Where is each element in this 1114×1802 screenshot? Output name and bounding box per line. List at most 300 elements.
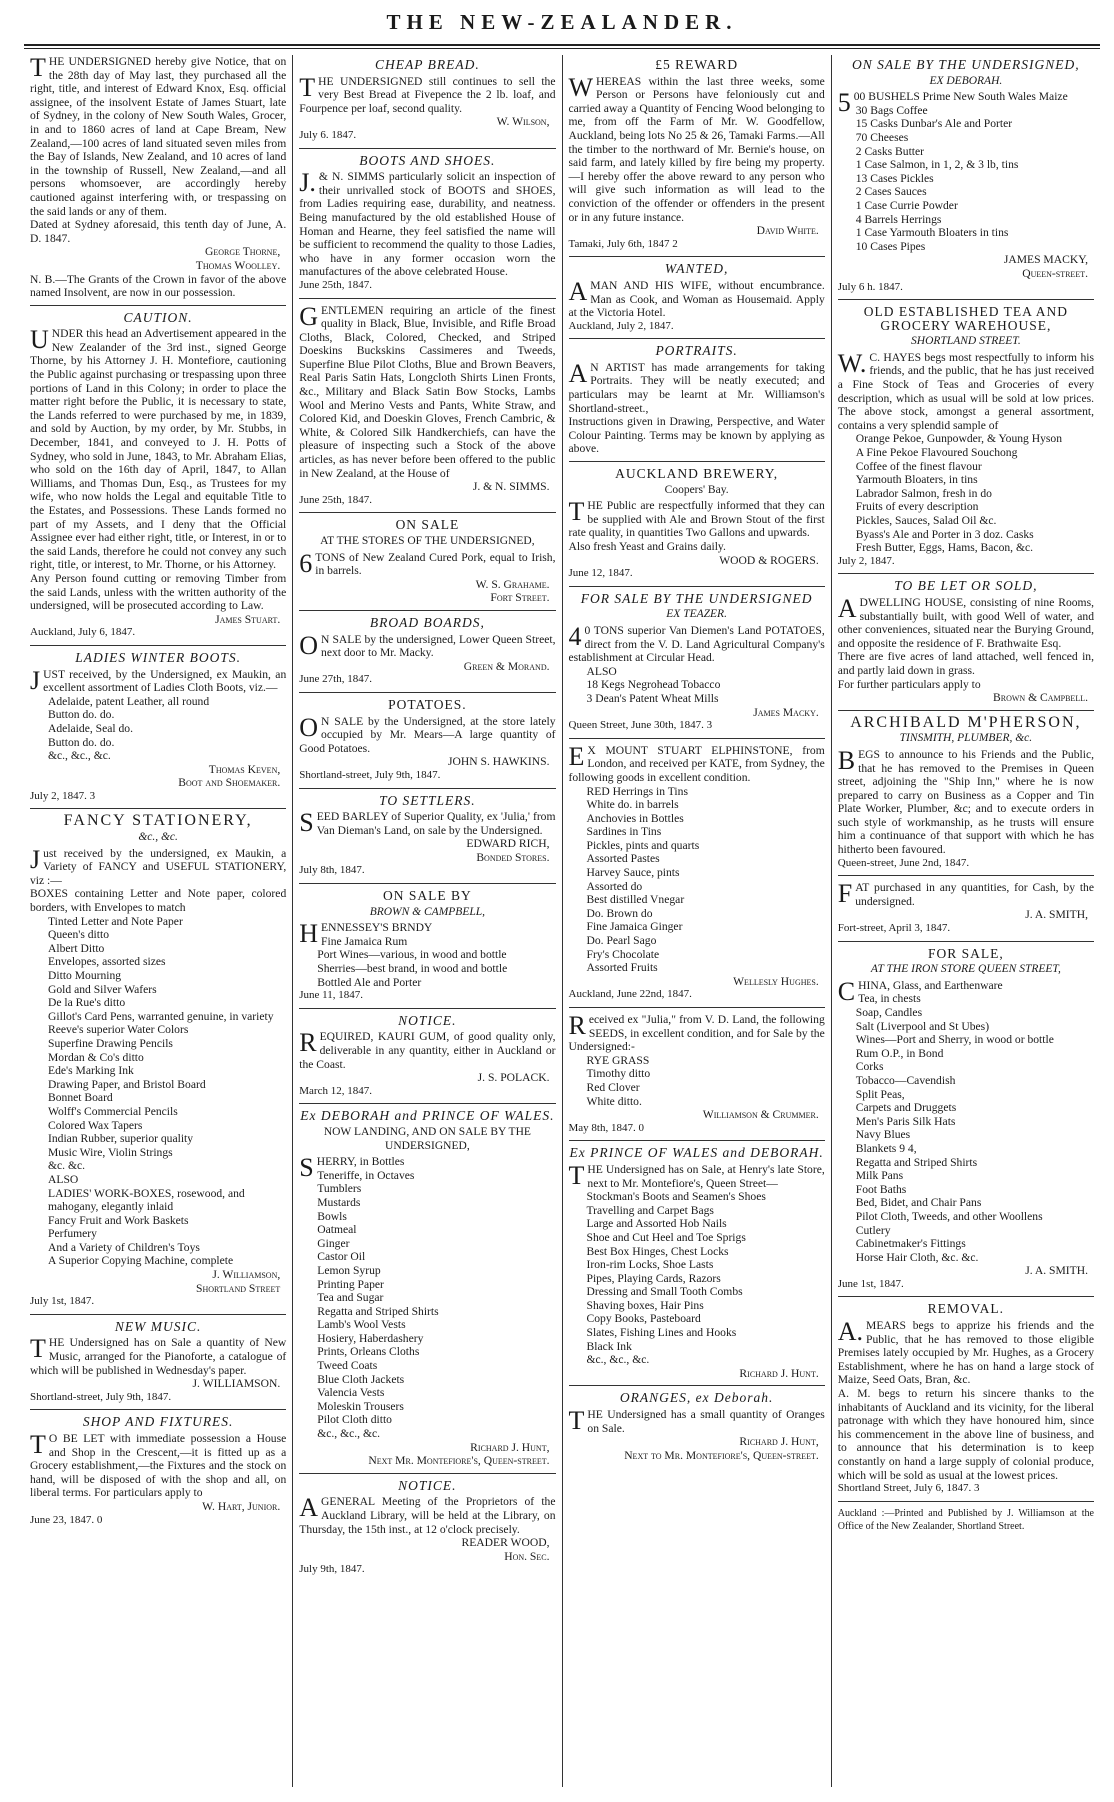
- ad-list-item: Indian Rubber, superior quality: [48, 1132, 194, 1146]
- advertisement: [838, 579, 1094, 710]
- ad-date: July 2, 1847.: [837, 554, 895, 567]
- ad-signature: EDWARD RICH,: [466, 837, 550, 851]
- ad-list-item: Mustards: [317, 1195, 361, 1209]
- ad-date: Shortland-street, July 9th, 1847.: [30, 1390, 172, 1403]
- ad-date: May 8th, 1847. 0: [568, 1121, 644, 1134]
- ad-paragraph: A.MEARS begs to apprize his friends and the Public, that he has removed to those eligible Premises lately occupied by Mr. Hughes, as a Grocery Establishment, where he has on hand a large stock of Maize, Seed Oats, Bran, &c.: [837, 1317, 1094, 1387]
- ad-date: Auckland, July 6, 1847.: [30, 626, 136, 639]
- ad-date: Shortland Street, July 6, 1847. 3: [837, 1482, 980, 1495]
- ad-paragraph: 6TONS of New Zealand Cured Pork, equal to Irish, in barrels.: [299, 548, 556, 578]
- ad-date: July 6. 1847.: [299, 128, 357, 141]
- ad-date: June 12, 1847.: [568, 567, 633, 580]
- advertisement: [30, 55, 286, 306]
- ad-heading: OLD ESTABLISHED TEA AND GROCERY WAREHOUSE,: [863, 304, 1069, 333]
- ad-paragraph: ON SALE by the undersigned, Lower Queen Street, next door to Mr. Macky.: [299, 630, 556, 660]
- advertisement: [569, 344, 825, 462]
- ad-date: July 6 h. 1847.: [837, 280, 903, 293]
- ad-list-item: Iron-rim Locks, Shoe Lasts: [586, 1258, 714, 1272]
- ad-date: Shortland-street, July 9th, 1847.: [299, 768, 441, 781]
- ad-list-item: 1 Case Yarmouth Bloaters in tins: [855, 226, 1009, 240]
- ad-signature: James Stuart.: [215, 612, 281, 626]
- ad-list-item: Wines—Port and Sherry, in wood or bottle: [855, 1033, 1054, 1047]
- ad-list-item: Pilot Cloth ditto: [317, 1413, 392, 1427]
- ad-list-item: Valencia Vests: [317, 1386, 385, 1400]
- ad-paragraph: CHINA, Glass, and Earthenware: [837, 976, 1003, 1006]
- advertisement: [569, 58, 825, 257]
- ad-signature: George Thorne,: [204, 245, 281, 259]
- ad-heading: LADIES WINTER BOOTS.: [75, 649, 242, 665]
- ad-note: N. B.—The Grants of the Crown in favor of the above named Insolvent, are now in our possession.: [30, 272, 287, 300]
- ad-list-item: LADIES' WORK-BOXES, rosewood, and mahogany, elegantly inlaid: [48, 1186, 245, 1214]
- ad-date: March 12, 1847.: [299, 1084, 372, 1097]
- ad-heading: NOTICE.: [398, 1477, 457, 1493]
- ad-list-item: Fine Jamaica Rum: [321, 934, 408, 948]
- ad-list-item: Best distilled Vnegar: [586, 893, 685, 907]
- ad-list-item: Tumblers: [317, 1182, 362, 1196]
- columns: [24, 55, 1100, 1787]
- advertisement: [30, 651, 286, 810]
- ad-list-item: Shoe and Cut Heel and Toe Sprigs: [586, 1230, 746, 1244]
- ad-heading: TO SETTLERS.: [379, 792, 476, 808]
- ad-paragraph: AN ARTIST has made arrangements for taking Portraits. They will be neatly executed; and particulars may be learnt at Mr. Williamson's Shortland-street.,: [568, 358, 825, 415]
- ad-list-item: Tweed Coats: [317, 1359, 378, 1373]
- ad-list-item: Music Wire, Violin Strings: [48, 1145, 173, 1159]
- ad-signature: Richard J. Hunt,: [739, 1435, 819, 1449]
- ad-list-item: A Superior Copying Machine, complete: [48, 1254, 234, 1268]
- ad-paragraph: 40 TONS superior Van Diemen's Land POTATOES, direct from the V. D. Land Agricultural Company's establishment at Circular Head.: [568, 621, 825, 665]
- ad-list-item: Port Wines—various, in wood and bottle: [317, 948, 507, 962]
- ad-list-item: Assorted do: [586, 879, 643, 893]
- ad-list-item: Blue Cloth Jackets: [317, 1372, 405, 1386]
- column-2: [292, 55, 561, 1787]
- ad-heading: £5 REWARD: [655, 57, 739, 72]
- ad-list-item: Corks: [855, 1060, 884, 1074]
- ad-list-item: Albert Ditto: [48, 941, 105, 955]
- ad-signature: W. S. Grahame.: [475, 577, 550, 591]
- ad-list-item: RED Herrings in Tins: [586, 784, 688, 798]
- ad-paragraph: SHERRY, in Bottles: [299, 1153, 405, 1183]
- ad-paragraph: THE UNDERSIGNED hereby give Notice, that on the 28th day of May last, they purchased all the right, title, and interest of Edward Knox, Esq. official assignee, of the insolvent Estate of James Stuart, late of Sydney, in the colony of New South Wales, Grocer, in and to 1860 acres of land at Cape Bream, New Zealand,—100 acres of land situated seven miles from the Bay of Islands, New Zealand, and 10 acres of land in the township of Russell, New Zealand,—and all persons whomsoever, are accordingly hereby cautioned against interfering with, or trespassing on the said lands or any of them.: [30, 55, 287, 218]
- ad-list-item: Copy Books, Pasteboard: [586, 1312, 701, 1326]
- ad-list-item: Dressing and Small Tooth Combs: [586, 1285, 743, 1299]
- advertisement: [569, 1146, 825, 1386]
- ad-heading: REMOVAL.: [927, 1301, 1005, 1317]
- ad-paragraph: SEED BARLEY of Superior Quality, ex 'Julia,' from Van Dieman's Land, on sale by the Undersigned.: [299, 808, 556, 838]
- ad-paragraph: For further particulars apply to: [837, 677, 981, 691]
- ad-signature: James Macky.: [753, 705, 819, 719]
- advertisement: [30, 311, 286, 646]
- ad-list-item: Assorted Pastes: [586, 852, 660, 866]
- ad-paragraph: REQUIRED, KAURI GUM, of good quality only, deliverable in any quantity, either in Auckland or the Coast.: [299, 1028, 556, 1071]
- ad-subheading: BROWN & CAMPBELL,: [369, 905, 486, 918]
- ad-list-item: Fruits of every description: [855, 500, 979, 514]
- ad-paragraph: BOXES containing Letter and Note paper, colored borders, with Envelopes to match: [30, 887, 287, 915]
- ad-list-item: Regatta and Striped Shirts: [855, 1155, 978, 1169]
- ad-list-item: 18 Kegs Negrohead Tobacco: [586, 678, 721, 692]
- ad-date: July 2, 1847. 3: [30, 789, 96, 802]
- ad-heading: FOR SALE,: [927, 945, 1004, 961]
- ad-list-item: Reeve's superior Water Colors: [48, 1023, 189, 1037]
- ad-list-item: Fresh Butter, Eggs, Hams, Bacon, &c.: [855, 541, 1034, 555]
- ad-list-item: 2 Cases Sauces: [855, 185, 927, 199]
- ad-list-item: ALSO: [586, 664, 617, 678]
- ad-paragraph: J.& N. SIMMS particularly solicit an inspection of their unrivalled stock of BOOTS and SHOES, from Ladies requiring ease, durability, and neatness. Being manufactured by the old established House of Homan and Hearne, they feel satisfied the name will be sufficient to recommend the quality to those Ladies, who have in any former occasion worn the manufactures of the above celebrated House.: [299, 168, 556, 279]
- ad-list-item: Bonnet Board: [48, 1091, 113, 1105]
- ad-list-item: Pilot Cloth, Tweeds, and other Woollens: [855, 1209, 1043, 1223]
- ad-signature: J. S. POLACK.: [477, 1071, 550, 1085]
- ad-subheading: &c., &c.: [138, 831, 178, 844]
- advertisement: [838, 305, 1094, 574]
- ad-date: Fort-street, April 3, 1847.: [837, 922, 951, 935]
- ad-list-item: De la Rue's ditto: [48, 996, 126, 1010]
- ad-list-item: Envelopes, assorted sizes: [48, 955, 166, 969]
- ad-subheading: NOW LANDING, AND ON SALE BY THE UNDERSIGNED,: [323, 1125, 531, 1152]
- advertisement: [838, 1302, 1094, 1501]
- ad-list-item: A Fine Pekoe Flavoured Souchong: [855, 446, 1018, 460]
- masthead-rule: [24, 44, 1100, 49]
- ad-signature: Richard J. Hunt,: [470, 1440, 550, 1454]
- ad-list-item: Slates, Fishing Lines and Hooks: [586, 1326, 737, 1340]
- ad-list-item: Stockman's Boots and Seamen's Shoes: [586, 1190, 766, 1204]
- ad-list-item: 30 Bags Coffee: [855, 103, 928, 117]
- advertisement: [299, 58, 555, 149]
- ad-date: June 11, 1847.: [299, 989, 364, 1002]
- ad-list-item: Fine Jamaica Ginger: [586, 920, 683, 934]
- ad-signature: Next Mr. Montefiore's, Queen-street.: [368, 1454, 550, 1468]
- ad-signature: W. Hart, Junior.: [202, 1499, 281, 1513]
- ad-date: June 27th, 1847.: [299, 673, 372, 686]
- ad-list-item: Queen's ditto: [48, 928, 110, 942]
- ad-paragraph: Auckland :—Printed and Published by J. Williamson at the Office of the New Zealander, Shortland Street.: [837, 1507, 1094, 1533]
- ad-heading: ON SALE BY: [382, 888, 472, 904]
- ad-signature: Bonded Stores.: [476, 850, 550, 864]
- ad-heading: NEW MUSIC.: [114, 1318, 202, 1334]
- ad-paragraph: AMAN AND HIS WIFE, without encumbrance. Man as Cook, and Woman as Housemaid. Apply at the Victoria Hotel.: [568, 276, 825, 320]
- advertisement: [837, 713, 1094, 877]
- ad-list-item: Colored Wax Tapers: [48, 1118, 143, 1132]
- ad-list-item: Button do. do.: [48, 735, 115, 749]
- ad-paragraph: HENNESSEY'S BRNDY: [299, 919, 433, 949]
- ad-list-item: Mordan & Co's ditto: [48, 1050, 144, 1064]
- ad-list-item: 1 Case Salmon, in 1, 2, & 3 lb, tins: [855, 158, 1019, 172]
- advertisement: [299, 794, 555, 885]
- ad-list-item: Printing Paper: [317, 1277, 384, 1291]
- column-4: [831, 55, 1100, 1787]
- ad-list-item: Bed, Bidet, and Chair Pans: [855, 1196, 982, 1210]
- ad-list-item: Cabinetmaker's Fittings: [855, 1237, 966, 1251]
- ad-list-item: Adelaide, Seal do.: [48, 721, 133, 735]
- advertisement: [299, 301, 556, 514]
- advertisement: [30, 814, 286, 1314]
- ad-list-item: Gold and Silver Wafers: [48, 982, 157, 996]
- ad-list-item: Drawing Paper, and Bristol Board: [48, 1077, 206, 1091]
- ad-date: June 1st, 1847.: [837, 1277, 904, 1290]
- ad-list-item: Wolff's Commercial Pencils: [48, 1104, 178, 1118]
- ad-heading: CAUTION.: [123, 309, 193, 325]
- ad-date: June 25th, 1847.: [299, 278, 372, 291]
- ad-list-item: Moleskin Trousers: [317, 1399, 404, 1413]
- ad-list-item: 15 Casks Dunbar's Ale and Porter: [855, 117, 1013, 131]
- ad-paragraph: THE Undersigned has on Sale a quantity of New Music, arranged for the Pianoforte, a catalogue of which will be published in Wednesday's paper.: [30, 1334, 287, 1377]
- ad-list-item: Button do. do.: [48, 708, 115, 722]
- advertisement: [299, 518, 555, 611]
- ad-signature: Boot and Shoemaker.: [178, 776, 281, 790]
- ad-list-item: Tea and Sugar: [317, 1291, 384, 1305]
- ad-heading: TO BE LET OR SOLD,: [894, 578, 1038, 594]
- ad-date: Auckland, June 22nd, 1847.: [568, 988, 692, 1001]
- ad-signature: Fort Street.: [490, 591, 550, 605]
- ad-heading: FOR SALE BY THE UNDERSIGNED: [580, 590, 813, 606]
- ad-list-item: Large and Assorted Hob Nails: [586, 1217, 727, 1231]
- ad-list-item: Adelaide, patent Leather, all round: [48, 694, 210, 708]
- ad-list-item: &c., &c., &c.: [48, 749, 111, 763]
- ad-date: Queen-street, June 2nd, 1847.: [837, 856, 970, 869]
- ad-list-item: Foot Baths: [855, 1182, 907, 1196]
- ad-signature: JAMES MACKY,: [1003, 253, 1088, 267]
- ad-list-item: Teneriffe, in Octaves: [317, 1168, 415, 1182]
- advertisement: [299, 889, 555, 1009]
- ad-list-item: &c. &c.: [48, 1159, 86, 1173]
- ad-paragraph: TO BE LET with immediate possession a House and Shop in the Crescent,—it is fitted up as a Grocery establishment,—the Fixtures and the stock on hand, will be disposed of with the shop and all, on liberal terms. For particulars apply to: [30, 1430, 287, 1500]
- ad-list-item: ALSO: [48, 1172, 79, 1186]
- ad-list-item: &c., &c., &c.: [317, 1427, 381, 1441]
- ad-heading: ARCHIBALD M'PHERSON,: [850, 713, 1082, 731]
- ad-heading: SHOP AND FIXTURES.: [82, 1414, 234, 1430]
- ad-heading: NOTICE.: [398, 1012, 457, 1028]
- ad-list-item: Shaving boxes, Hair Pins: [586, 1298, 704, 1312]
- ad-list-item: Split Peas,: [855, 1087, 905, 1101]
- ad-subheading: AT THE STORES OF THE UNDERSIGNED,: [320, 535, 535, 547]
- ad-list-item: Assorted Fruits: [586, 961, 658, 975]
- ad-signature: Queen-street.: [1022, 266, 1088, 280]
- ad-subheading: AT THE IRON STORE QUEEN STREET,: [870, 963, 1061, 976]
- ad-list-item: 4 Barrels Herrings: [855, 212, 942, 226]
- advertisement: [569, 467, 825, 587]
- ad-list-item: Labrador Salmon, fresh in do: [855, 486, 992, 500]
- ad-list-item: Tea, in chests: [858, 992, 921, 1006]
- ad-list-item: Ditto Mourning: [48, 969, 122, 982]
- advertisement: [299, 698, 555, 789]
- ad-paragraph: Just received by the undersigned, ex Maukin, a Variety of FANCY and USEFUL STATIONERY, viz :—: [30, 844, 287, 887]
- ad-list-item: Sardines in Tins: [586, 825, 662, 839]
- ad-subheading: TINSMITH, PLUMBER, &c.: [899, 732, 1033, 745]
- ad-date: July 8th, 1847.: [299, 864, 365, 877]
- ad-list-item: Oatmeal: [317, 1223, 357, 1237]
- ad-signature: Thomas Woolley.: [195, 258, 281, 272]
- ad-heading: PORTRAITS.: [655, 343, 738, 359]
- ad-date: July 1st, 1847.: [30, 1295, 95, 1308]
- ad-signature: Wellesly Hughes.: [733, 974, 819, 988]
- ad-heading: FANCY STATIONERY,: [63, 812, 253, 830]
- advertisement: [30, 1320, 286, 1411]
- ad-signature: Richard J. Hunt.: [739, 1366, 819, 1380]
- ad-list-item: Gillot's Card Pens, warranted genuine, in variety: [48, 1009, 274, 1023]
- ad-paragraph: A. M. begs to return his sincere thanks to the inhabitants of Auckland and its vicinity, for the liberal patronage with which they have honoured him, since his commencement in the above line of business, and to announce that his determination is to keep constantly on hand a large supply of colonial produce, which will be sold as usual at the lowest prices.: [837, 1387, 1094, 1482]
- ad-paragraph: AGENERAL Meeting of the Proprietors of the Auckland Library, will be held at the Library, on Thursday, the 15th inst., at 12 o'clock precisely.: [299, 1493, 556, 1536]
- ad-signature: Williamson & Crummer.: [702, 1108, 819, 1122]
- ad-date: June 23, 1847. 0: [30, 1513, 103, 1526]
- ad-heading: ON SALE BY THE UNDERSIGNED,: [852, 57, 1080, 72]
- ad-date: July 9th, 1847.: [299, 1563, 365, 1576]
- ad-list-item: Perfumery: [48, 1227, 97, 1241]
- ad-list-item: Salt (Liverpool and St Ubes): [855, 1019, 990, 1033]
- advertisement: [30, 1415, 286, 1532]
- ad-list-item: 2 Casks Butter: [855, 144, 925, 158]
- ad-paragraph: W.C. HAYES begs most respectfully to inform his friends, and the public, that he has just received a Fine Stock of Teas and Groceries of every description, which as usual will be sold at low prices. The above stock, amongst a general assortment, contains a very splendid sample of: [837, 348, 1094, 432]
- ad-signature: Hon. Sec.: [504, 1549, 550, 1563]
- ad-list-item: Do. Brown do: [586, 906, 653, 920]
- ad-subheading: Coopers' Bay.: [664, 483, 729, 496]
- ad-signature: W. Wilson,: [496, 115, 550, 129]
- ad-list-item: Orange Pekoe, Gunpowder, & Young Hyson: [855, 432, 1063, 446]
- ad-signature: David White.: [756, 224, 819, 238]
- ad-signature: READER WOOD,: [461, 1536, 550, 1550]
- ad-list-item: Ede's Marking Ink: [48, 1064, 134, 1078]
- advertisement: [299, 154, 555, 299]
- ad-list-item: Hosiery, Haberdashery: [317, 1331, 424, 1345]
- ad-list-item: Travelling and Carpet Bags: [586, 1203, 714, 1217]
- ad-paragraph: There are five acres of land attached, well fenced in, and partly laid down in grass.: [837, 650, 1094, 677]
- ad-heading: ORANGES, ex Deborah.: [619, 1390, 774, 1406]
- ad-paragraph: THE Undersigned has on Sale, at Henry's late Store, next to Mr. Montefiore's, Queen Street—: [568, 1160, 825, 1190]
- ad-heading: Ex DEBORAH and PRINCE OF WALES.: [300, 1108, 555, 1124]
- ad-paragraph: EX MOUNT STUART ELPHINSTONE, from London, and received per KATE, from Sydney, the following goods in excellent condition.: [568, 741, 825, 784]
- ad-list-item: Bottled Ale and Porter: [317, 975, 422, 989]
- advertisement: [838, 1507, 1094, 1539]
- ad-list-item: Pickles, pints and quarts: [586, 838, 700, 852]
- ad-subheading: SHORTLAND STREET.: [911, 335, 1021, 348]
- ad-signature: J. WILLIAMSON.: [192, 1377, 281, 1391]
- advertisement: [569, 1013, 825, 1141]
- ad-list-item: Soap, Candles: [855, 1006, 923, 1019]
- ad-list-item: Men's Paris Silk Hats: [855, 1114, 956, 1128]
- ad-subheading: EX TEAZER.: [666, 608, 727, 621]
- ad-list-item: Cutlery: [855, 1223, 891, 1237]
- ad-list-item: Bowls: [317, 1209, 347, 1223]
- ad-list-item: 70 Cheeses: [855, 130, 909, 144]
- ad-list-item: &c., &c., &c.: [586, 1353, 650, 1367]
- ad-signature: J. & N. SIMMS.: [472, 480, 550, 494]
- ad-signature: Shortland Street: [196, 1281, 281, 1295]
- ad-heading: ON SALE: [395, 517, 460, 533]
- ad-list-item: Castor Oil: [317, 1250, 366, 1264]
- ad-heading: CHEAP BREAD.: [375, 57, 480, 72]
- advertisement: [838, 881, 1094, 941]
- ad-signature: WOOD & ROGERS.: [719, 553, 819, 567]
- advertisement: [299, 616, 555, 693]
- ad-paragraph: Received ex "Julia," from V. D. Land, the following SEEDS, in excellent condition, and for Sale by the Undersigned:-: [568, 1011, 825, 1054]
- ad-paragraph: Instructions given in Drawing, Perspective, and Water Colour Painting. Terms may be known by applying as above.: [568, 415, 825, 456]
- ad-list-item: Horse Hair Cloth, &c. &c.: [855, 1250, 979, 1264]
- ad-paragraph: Dated at Sydney aforesaid, this tenth day of June, A. D. 1847.: [30, 218, 287, 245]
- ad-paragraph: GENTLEMEN requiring an article of the finest quality in Black, Blue, Invisible, and Rifle Broad Cloths, Black, Colored, Checked, and Striped Doeskins Buckskins Cassimeres and Tweeds, Superfine Blue Pilot Cloths, Blue and Brown Beavers, Real Paris Satin Hats, Longcloth Shirts Linen Fronts, &c., Military and Black Satin Bow Stocks, Lambs Wool and Merino Vests and Pants, White Straw, and Colored Kid, and Doeskin Gloves, French Cambric, & White, & Colored Silk Handkerchiefs, can have the pleasure of inspecting such a Stock of the above articles, as has never before been offered to the public in New Zealand, at the House of: [299, 301, 556, 480]
- ad-paragraph: THE Undersigned has a small quantity of Oranges on Sale.: [568, 1406, 825, 1436]
- ad-signature: J. A. SMITH,: [1025, 908, 1088, 922]
- ad-list-item: RYE GRASS: [586, 1053, 650, 1067]
- ad-paragraph: Any Person found cutting or removing Timber from the said Lands, unless with the written authority of the undersigned, will be prosecuted according to Law.: [30, 571, 287, 613]
- ad-signature: J. A. SMITH.: [1025, 1264, 1088, 1278]
- ad-heading: BROAD BOARDS,: [369, 614, 485, 630]
- ad-list-item: Lamb's Wool Vests: [317, 1318, 406, 1332]
- ad-paragraph: ON SALE by the Undersigned, at the store lately occupied by Mr. Mears—A large quantity of Good Potatoes.: [299, 712, 556, 755]
- ad-list-item: Lemon Syrup: [317, 1263, 381, 1277]
- ad-signature: Green & Morand.: [463, 659, 550, 673]
- ad-paragraph: WHEREAS within the last three weeks, some Person or Persons have feloniously cut and carried away a Quantity of Fencing Wood belonging to me, from off the Farm of Mr. W. Goodfellow, Auckland, being lots No 25 & 26, Tamaki Farms.—All the timber to the northward of Mr. Bernie's house, on said farm, and lately killed by fire being my property.—I hereby offer the above reward to any person who will give such information as will lead to the conviction of the offender or offenders in the present or in any future instance.: [568, 72, 825, 224]
- ad-list-item: Fancy Fruit and Work Baskets: [48, 1213, 189, 1227]
- ad-list-item: 3 Dean's Patent Wheat Mills: [586, 691, 719, 705]
- ad-signature: J. Williamson,: [212, 1268, 281, 1282]
- advertisement: [569, 1391, 825, 1467]
- ad-list-item: Sherries—best brand, in wood and bottle: [317, 962, 508, 976]
- ad-paragraph: THE UNDERSIGNED still continues to sell the very Best Bread at Fivepence the 2 lb. loaf, and Fourpence per loaf, second quality.: [299, 72, 556, 115]
- ad-list-item: Pipes, Playing Cards, Razors: [586, 1271, 721, 1285]
- advertisement: [568, 741, 825, 1008]
- advertisement: [569, 262, 825, 339]
- ad-subheading: EX DEBORAH.: [929, 74, 1003, 87]
- column-3: [562, 55, 831, 1787]
- ad-paragraph: JUST received, by the Undersigned, ex Maukin, an excellent assortment of Ladies Cloth Boots, viz.—: [30, 665, 287, 695]
- ad-list-item: Carpets and Druggets: [855, 1101, 957, 1115]
- advertisement: [569, 592, 825, 739]
- ad-signature: Brown & Campbell.: [993, 691, 1088, 705]
- advertisement: [299, 1014, 555, 1105]
- ad-list-item: Prints, Orleans Cloths: [317, 1345, 420, 1359]
- ad-list-item: Milk Pans: [855, 1169, 904, 1183]
- ad-list-item: Coffee of the finest flavour: [855, 459, 982, 473]
- ad-paragraph: FAT purchased in any quantities, for Cash, by the undersigned.: [837, 879, 1094, 909]
- ad-paragraph: ADWELLING HOUSE, consisting of nine Rooms, substantially built, with good Well of water, and other conveniences, situated near the Burying Ground, and opposite the residence of F. Brathwaite Esq.: [837, 593, 1094, 650]
- ad-heading: BOOTS AND SHOES.: [359, 152, 496, 168]
- ad-list-item: Harvey Sauce, pints: [586, 866, 680, 880]
- ad-list-item: Anchovies in Bottles: [586, 811, 684, 825]
- ad-date: June 25th, 1847.: [299, 493, 372, 506]
- ad-signature: Thomas Keven,: [208, 762, 281, 776]
- ad-heading: WANTED,: [664, 261, 729, 277]
- ad-signature: JOHN S. HAWKINS.: [448, 755, 550, 769]
- ad-list-item: Superfine Drawing Pencils: [48, 1036, 173, 1050]
- column-1: [24, 55, 292, 1787]
- ad-list-item: Yarmouth Bloaters, in tins: [855, 473, 978, 487]
- ad-list-item: Red Clover: [586, 1080, 640, 1094]
- masthead: THE NEW-ZEALANDER.: [386, 10, 738, 34]
- ad-list-item: Fry's Chocolate: [586, 947, 660, 961]
- ad-list-item: Black Ink: [586, 1339, 632, 1353]
- ad-list-item: Best Box Hinges, Chest Locks: [586, 1244, 729, 1258]
- advertisement: [299, 1109, 555, 1473]
- ad-list-item: Rum O.P., in Bond: [855, 1046, 944, 1060]
- advertisement: [838, 58, 1094, 300]
- ad-heading: POTATOES.: [388, 696, 467, 712]
- ad-date: Auckland, July 2, 1847.: [568, 319, 674, 332]
- ad-list-item: And a Variety of Children's Toys: [48, 1240, 200, 1254]
- ad-date: Tamaki, July 6th, 1847 2: [568, 237, 678, 250]
- ad-list-item: Tinted Letter and Note Paper: [48, 914, 183, 928]
- ad-list-item: White ditto.: [586, 1094, 642, 1108]
- ad-paragraph: UNDER this head an Advertisement appeared in the New Zealander of the 3rd inst., signed George Thorne, by his Attorney J. H. Montefiore, cautioning the Public against purchasing or trespassing upon three portions of Land in this Colony; in order to place the matter right before the Public, it is necessary to state, the Lands referred to were purchased by me, in 1839, and sold by Auction, by my order, by Mr. Stubbs, in December, 1841, and conveyed to J. H. Potts of Sydney, who sold in June, 1843, to Mr. Abraham Elias, who sold on the 16th day of April, 1847, to Allan Williams, and Thomas Dun, Esq., as Trustees for my wife, who now holds the Legal and equitable Title to the Estates, and Possessions. These Lands formed no part of my Assets, and I deny that the Official Assignee ever had either right, title, or Interest, in or to the said Lands, therefore he could not convey any such right, title, or interest, to Mr. Thorne, or his Attorney.: [30, 325, 287, 572]
- ad-list-item: Pickles, Sauces, Salad Oil &c.: [855, 514, 997, 527]
- ad-heading: AUCKLAND BREWERY,: [615, 466, 779, 482]
- ad-list-item: 1 Case Currie Powder: [855, 198, 958, 212]
- advertisement: [299, 1479, 555, 1582]
- ad-date: Queen Street, June 30th, 1847. 3: [568, 719, 713, 732]
- ad-list-item: Regatta and Striped Shirts: [317, 1304, 439, 1318]
- ad-heading: Ex PRINCE OF WALES and DEBORAH.: [569, 1145, 824, 1161]
- ad-list-item: Navy Blues: [855, 1128, 911, 1142]
- ad-list-item: Do. Pearl Sago: [586, 934, 657, 948]
- ad-paragraph: BEGS to announce to his Friends and the Public, that he has removed to the Premises in Queen street, adjoining the "Ship Inn," where he is now prepared to carry on Business as a Copper and Tin Plate Worker, Plumber, &c; and to execute orders in such style of workmanship, as he trusts will ensure him a continuance of that support with which he has hitherto been favoured.: [837, 745, 1094, 857]
- ad-list-item: Timothy ditto: [586, 1067, 651, 1081]
- ad-paragraph: THE Public are respectfully informed that they can be supplied with Ale and Brown Stout of the first rate quality, in quantities Two Gallons and upwards.: [568, 497, 825, 540]
